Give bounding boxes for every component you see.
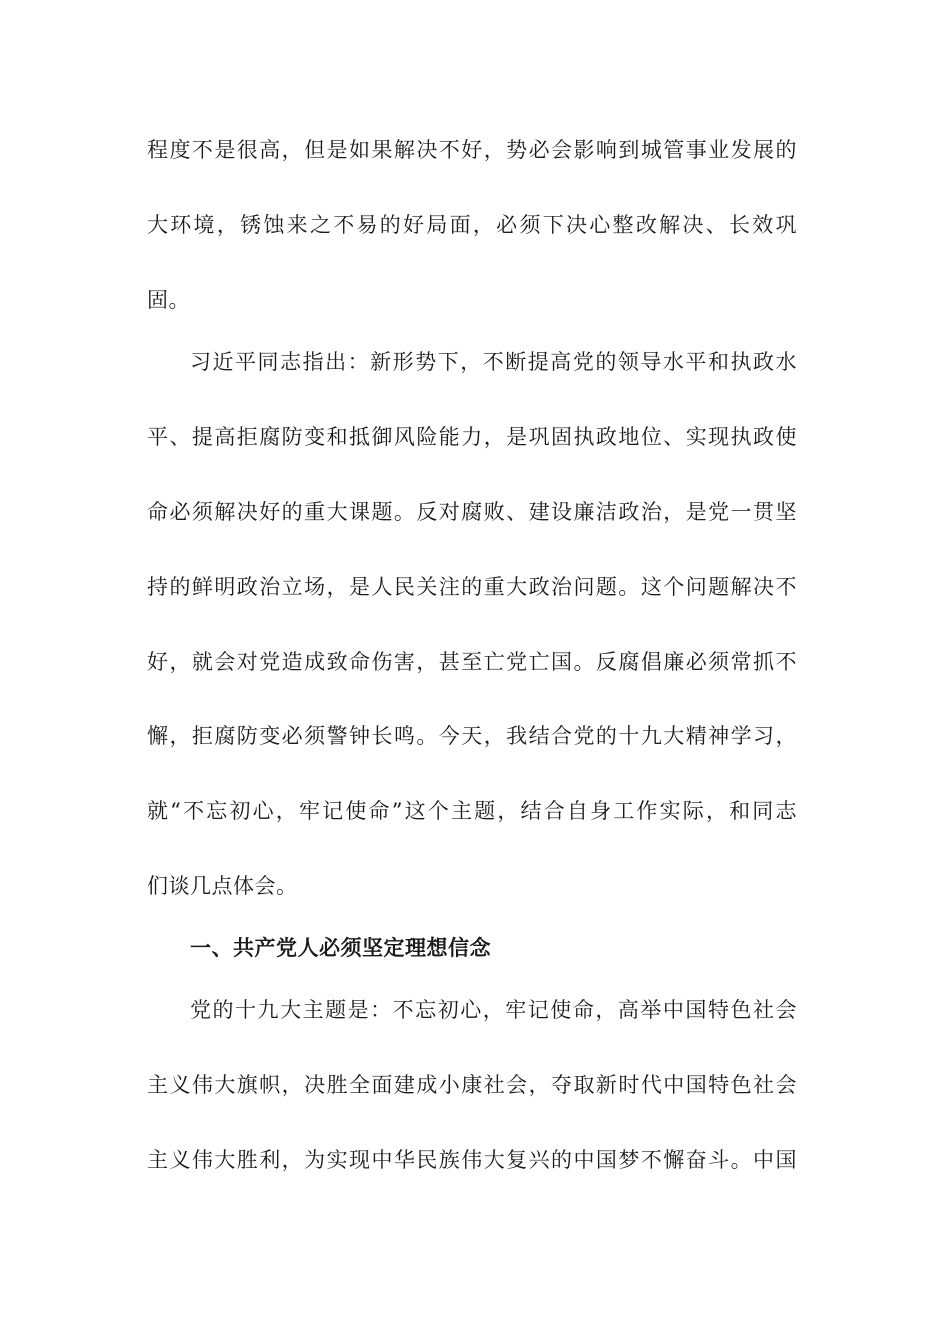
paragraph-line: 固。 bbox=[147, 288, 190, 312]
paragraph-line: 习近平同志指出：新形势下，不断提高党的领导水平和执政水 bbox=[190, 350, 797, 374]
paragraph-line: 好，就会对党造成致命伤害，甚至亡党亡国。反腐倡廉必须常抓不 bbox=[147, 650, 797, 674]
paragraph-line: 命必须解决好的重大课题。反对腐败、建设廉洁政治，是党一贯坚 bbox=[147, 500, 797, 524]
paragraph-line: 党的十九大主题是：不忘初心，牢记使命，高举中国特色社会 bbox=[190, 998, 797, 1022]
paragraph-line: 就“不忘初心，牢记使命”这个主题，结合自身工作实际，和同志 bbox=[147, 799, 797, 823]
paragraph-line: 持的鲜明政治立场，是人民关注的重大政治问题。这个问题解决不 bbox=[147, 575, 797, 599]
paragraph-line: 程度不是很高，但是如果解决不好，势必会影响到城管事业发展的 bbox=[147, 138, 797, 162]
paragraph-line: 大环境，锈蚀来之不易的好局面，必须下决心整改解决、长效巩 bbox=[147, 213, 797, 237]
section-heading: 一、共产党人必须坚定理想信念 bbox=[190, 935, 491, 960]
paragraph-line: 主义伟大胜利，为实现中华民族伟大复兴的中国梦不懈奋斗。中国 bbox=[147, 1148, 797, 1172]
paragraph-line: 主义伟大旗帜，决胜全面建成小康社会，夺取新时代中国特色社会 bbox=[147, 1073, 797, 1097]
paragraph-line: 懈，拒腐防变必须警钟长鸣。今天，我结合党的十九大精神学习， bbox=[147, 724, 797, 748]
paragraph-line: 们谈几点体会。 bbox=[147, 874, 298, 898]
paragraph-line: 平、提高拒腐防变和抵御风险能力，是巩固执政地位、实现执政使 bbox=[147, 425, 797, 449]
